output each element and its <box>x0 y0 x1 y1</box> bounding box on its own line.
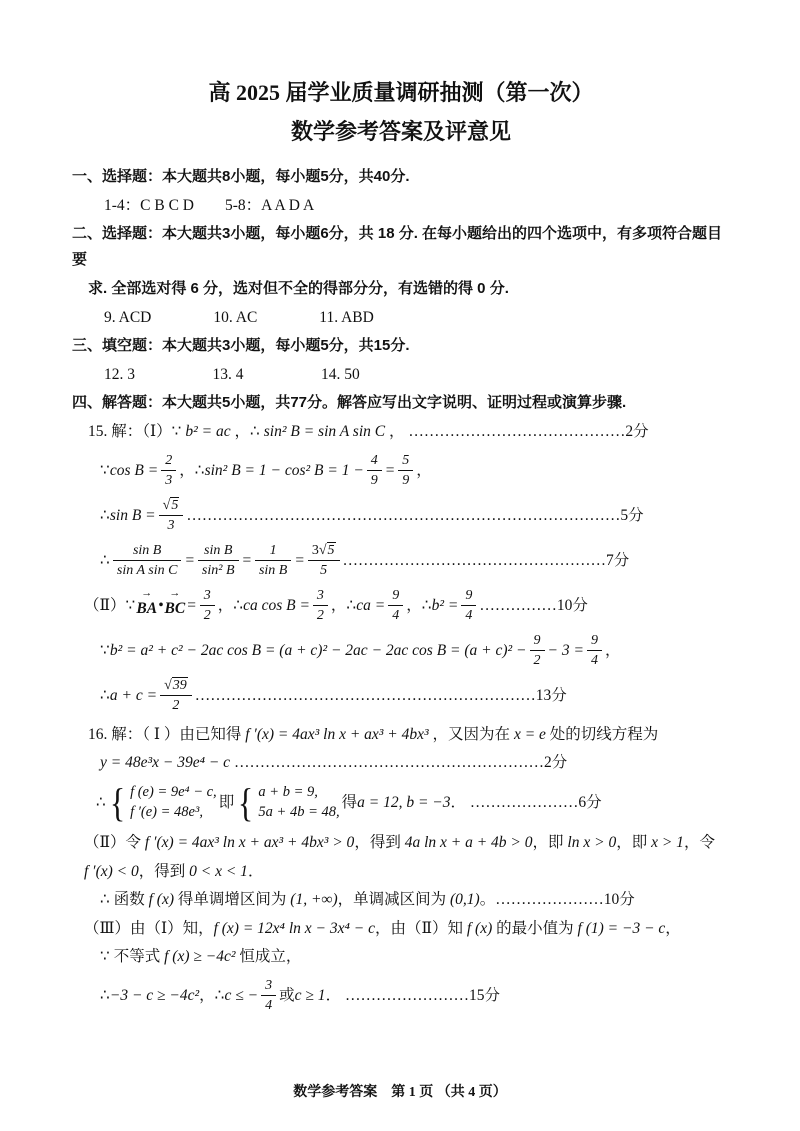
math-fragment: a + c = <box>109 687 158 705</box>
fraction <box>313 587 328 625</box>
text-fragment: ……………………………………………………2分 <box>230 754 568 772</box>
sqrt-expression <box>319 542 336 558</box>
text-fragment: 恒成立， <box>235 948 302 966</box>
content-line <box>72 677 730 715</box>
math-fragment: b² = <box>431 597 459 615</box>
section-heading-text: 一、选择题：本大题共8小题，每小题5分，共40分. <box>72 168 410 185</box>
fraction-numerator: 2 <box>161 452 176 472</box>
math-fragment: ca = <box>356 597 386 615</box>
fraction <box>461 587 476 625</box>
brace-icon: { <box>109 779 126 825</box>
text-fragment: 。…………………10分 <box>479 891 635 909</box>
equation-system <box>108 779 217 825</box>
text-fragment: 16. 解：（ Ⅰ ）由已知得 <box>88 725 246 743</box>
text-fragment: 9. ACD 10. AC 11. ABD <box>104 308 374 326</box>
sqrt-expression <box>164 677 188 693</box>
text-fragment: 1-4：C B C D 5-8：A A D A <box>104 196 315 214</box>
text-fragment: （Ⅱ）∵ <box>84 597 136 615</box>
math-fragment: −3 − c ≥ −4c² <box>109 987 200 1005</box>
text-fragment: 或 <box>279 987 295 1005</box>
equation-row: a + b = 9, <box>258 783 318 800</box>
fraction-denominator: 4 <box>465 608 473 624</box>
text-fragment: ，∴ <box>217 597 244 615</box>
fraction-numerator: 5 <box>398 452 413 472</box>
fraction <box>255 542 291 580</box>
math-fragment: c ≥ 1 <box>294 987 326 1005</box>
math-fragment: x = e <box>513 725 546 743</box>
text-fragment: ∴ <box>100 507 110 525</box>
sqrt-expression <box>163 497 180 513</box>
fraction-denominator: 9 <box>402 473 410 489</box>
math-fragment: sin² B = sin A sin C <box>263 423 386 441</box>
content-line <box>72 977 730 1015</box>
math-fragment: = <box>294 552 305 570</box>
vector-name: BA <box>136 600 158 618</box>
fraction-numerator <box>159 497 184 517</box>
math-fragment: 4a ln x + a + 4b > 0 <box>404 834 533 851</box>
fraction <box>113 542 182 580</box>
text-fragment: ，又因为在 <box>428 725 514 743</box>
text-fragment: 12. 3 13. 4 14. 50 <box>104 365 360 383</box>
content-line <box>72 887 730 913</box>
math-fragment: sin B = <box>109 507 156 525</box>
section-heading-text: 求. 全部选对得 6 分，选对但不全的得部分分，有选错的得 0 分. <box>88 279 509 297</box>
text-fragment: ． ……………………15分 <box>325 987 500 1005</box>
math-fragment: cos B = <box>109 462 159 480</box>
fraction-denominator: 2 <box>203 608 211 624</box>
fraction <box>198 542 239 580</box>
fraction-denominator: 4 <box>392 608 400 624</box>
text-fragment: ， <box>604 642 621 660</box>
fraction <box>530 632 545 670</box>
equation-system <box>236 779 340 825</box>
math-fragment: f (x) <box>148 891 175 909</box>
fraction <box>388 587 403 625</box>
math-fragment: = <box>384 462 396 480</box>
equation-rows <box>130 783 217 823</box>
equation-rows <box>258 783 339 823</box>
fraction-numerator <box>308 542 340 562</box>
fraction <box>308 542 340 580</box>
text-fragment: ，由（Ⅱ）知 <box>374 919 467 937</box>
document-title: 高 2025 届学业质量调研抽测（第一次） <box>208 80 594 105</box>
math-fragment: b² = ac <box>185 423 231 441</box>
radical-sign: √ <box>164 677 172 693</box>
radicand: 5 <box>171 497 179 513</box>
fraction-numerator: 9 <box>461 587 476 607</box>
brace-icon: { <box>238 779 254 825</box>
fraction <box>587 632 602 670</box>
fraction <box>160 677 192 715</box>
content-line <box>72 587 730 625</box>
text-fragment: ，即 <box>616 834 652 851</box>
math-fragment: f (x) ≥ −4c² <box>164 948 236 966</box>
content-line <box>72 276 730 302</box>
text-fragment: 的最小值为 <box>492 919 578 937</box>
math-fragment: 0 < x < 1 <box>189 862 248 880</box>
document-subtitle: 数学参考答案及评意见 <box>290 119 511 144</box>
vector-arrow-icon: → <box>169 587 181 600</box>
text-fragment: ，∴ <box>199 987 225 1005</box>
fraction-numerator: 4 <box>367 452 382 472</box>
text-fragment: 得 <box>341 794 358 812</box>
content-line <box>72 632 730 670</box>
text-fragment: ∵ <box>100 642 110 660</box>
fraction-numerator <box>160 677 192 697</box>
content-line <box>72 419 730 445</box>
math-fragment: a = 12, b = −3 <box>357 794 451 812</box>
text-fragment: 得单调增区间为 <box>174 891 291 909</box>
text-fragment: ∴ <box>100 987 110 1005</box>
text-fragment: ，∴ <box>230 423 264 441</box>
math-fragment: = <box>241 552 252 570</box>
math-fragment: = <box>186 597 197 615</box>
math-fragment: f (x) <box>466 919 493 937</box>
fraction-numerator: 3 <box>313 587 328 607</box>
text-fragment: ∵ 不等式 <box>100 948 165 966</box>
text-fragment: ． <box>247 862 264 880</box>
radicand: 39 <box>172 677 187 693</box>
math-fragment: f ′(x) < 0 <box>84 862 139 880</box>
content-line <box>72 944 730 970</box>
text-fragment: ，∴ <box>330 597 357 615</box>
fraction <box>367 452 382 490</box>
content-line <box>72 916 730 942</box>
content-line <box>72 305 730 331</box>
fraction-numerator: sin B <box>198 542 239 562</box>
text-fragment: 15. 解：（Ⅰ）∵ <box>88 423 186 441</box>
fraction-numerator: 1 <box>255 542 291 562</box>
content-line <box>72 497 730 535</box>
content-line <box>72 362 730 388</box>
math-fragment: ca cos B = <box>243 597 310 615</box>
fraction-denominator: 3 <box>165 473 173 489</box>
text-fragment: ，令 <box>683 834 715 851</box>
fraction <box>159 497 184 535</box>
text-fragment: …………………………………………………………13分 <box>194 687 567 705</box>
math-fragment: • <box>158 597 164 615</box>
equation-row: f (e) = 9e⁴ − c, <box>130 783 217 800</box>
fraction-denominator: 2 <box>533 653 541 669</box>
fraction-denominator: sin² B <box>201 563 235 579</box>
vector-expression <box>164 587 186 620</box>
radicand: 5 <box>327 542 335 558</box>
math-fragment: = <box>184 552 195 570</box>
fraction-numerator: sin B <box>113 542 182 562</box>
vector-name: BC <box>164 600 186 618</box>
section-heading-text: 四、解答题：本大题共5小题，共77分。解答应写出文字说明、证明过程或演算步骤. <box>72 394 627 412</box>
content-line <box>72 193 730 219</box>
fraction <box>161 452 176 490</box>
text-fragment: ， <box>665 919 681 937</box>
fraction-numerator: 3 <box>200 587 215 607</box>
fraction-denominator: 9 <box>370 473 378 489</box>
radical-sign: √ <box>318 542 327 558</box>
content-line <box>72 221 730 273</box>
math-fragment: x > 1 <box>651 834 684 851</box>
text-fragment: ，∴ <box>406 597 432 615</box>
text-fragment: …………………………………………………………………………5分 <box>186 507 644 525</box>
fraction <box>398 452 413 490</box>
text-fragment: 3 <box>311 542 319 558</box>
vector-expression <box>136 587 158 620</box>
text-fragment: ，得到 <box>354 834 405 851</box>
fraction <box>261 977 276 1015</box>
fraction-numerator: 3 <box>261 977 276 997</box>
fraction-denominator: 4 <box>265 998 273 1014</box>
fraction-numerator: 9 <box>530 632 545 652</box>
content-line <box>72 722 730 748</box>
fraction-numerator: 9 <box>587 632 602 652</box>
text-fragment: ，单调减区间为 <box>337 891 451 909</box>
math-fragment: sin² B = 1 − cos² B = 1 − <box>204 462 364 480</box>
text-fragment: ∴ <box>100 552 110 570</box>
text-fragment: ∴ 函数 <box>100 891 149 909</box>
text-fragment: ∴ <box>96 794 106 812</box>
text-fragment: ， <box>416 462 432 480</box>
fraction-denominator: 2 <box>316 608 324 624</box>
footer-text: 数学参考答案 第 1 页 （共 4 页） <box>293 1085 507 1100</box>
content-line <box>72 390 730 416</box>
text-fragment: 处的切线方程为 <box>545 725 659 743</box>
math-fragment: − 3 = <box>547 642 584 660</box>
math-fragment: (0,1) <box>450 891 480 909</box>
content-line <box>72 452 730 490</box>
vector-arrow-icon: → <box>141 587 153 600</box>
content-line <box>72 333 730 359</box>
math-fragment: f (1) = −3 − c <box>577 919 666 937</box>
text-fragment: （Ⅲ）由（Ⅰ）知， <box>84 919 214 937</box>
radical-sign: √ <box>162 497 171 513</box>
math-fragment: f ′(x) = 4ax³ ln x + ax³ + 4bx³ <box>245 725 429 743</box>
math-fragment: c ≤ − <box>224 987 259 1005</box>
text-fragment: ，即 <box>532 834 568 851</box>
text-fragment: ……………10分 <box>479 597 588 615</box>
content-line <box>72 164 730 190</box>
equation-row: f ′(e) = 48e³, <box>130 804 203 821</box>
math-fragment: y = 48e³x − 39e⁴ − c <box>100 754 231 772</box>
text-fragment: 即 <box>218 794 235 812</box>
document-body <box>72 164 730 1015</box>
section-heading-text: 三、填空题：本大题共3小题，每小题5分，共15分. <box>72 337 410 355</box>
fraction-denominator: 2 <box>172 698 180 714</box>
text-fragment: ∴ <box>100 687 110 705</box>
page-footer <box>0 1081 800 1101</box>
fraction-denominator: 5 <box>320 563 328 579</box>
content-line <box>72 859 730 885</box>
content-line <box>72 779 730 825</box>
text-fragment: ∵ <box>100 462 110 480</box>
fraction-denominator: 3 <box>167 518 175 534</box>
fraction-numerator: 9 <box>388 587 403 607</box>
text-fragment: ，∴ <box>179 462 205 480</box>
fraction-denominator: sin A sin C <box>116 563 178 579</box>
fraction <box>200 587 215 625</box>
content-line <box>72 830 730 856</box>
equation-row: 5a + 4b = 48, <box>258 804 340 821</box>
math-fragment: f (x) = 12x⁴ ln x − 3x⁴ − c <box>213 919 375 937</box>
math-fragment: b² = a² + c² − 2ac cos B = (a + c)² − 2ac − 2ac cos B = (a + c)² − <box>109 642 527 660</box>
section-heading-text: 二、选择题：本大题共3小题，每小题6分，共 18 分. 在每小题给出的四个选项中，有多项符合题目要 <box>72 225 723 269</box>
content-line <box>72 542 730 580</box>
content-line <box>72 750 730 776</box>
text-fragment: ……………………………………………7分 <box>342 552 630 570</box>
text-fragment: （Ⅱ）令 <box>84 834 145 851</box>
text-fragment: ，得到 <box>138 862 190 880</box>
text-fragment: ． …………………6分 <box>450 794 602 812</box>
text-fragment: ， ……………………………………2分 <box>385 423 649 441</box>
math-fragment: f ′(x) = 4ax³ ln x + ax³ + 4bx³ > 0 <box>144 834 355 851</box>
fraction-denominator: sin B <box>258 563 288 579</box>
math-fragment: (1, +∞) <box>290 891 338 909</box>
math-fragment: ln x > 0 <box>567 834 617 851</box>
fraction-denominator: 4 <box>590 653 598 669</box>
